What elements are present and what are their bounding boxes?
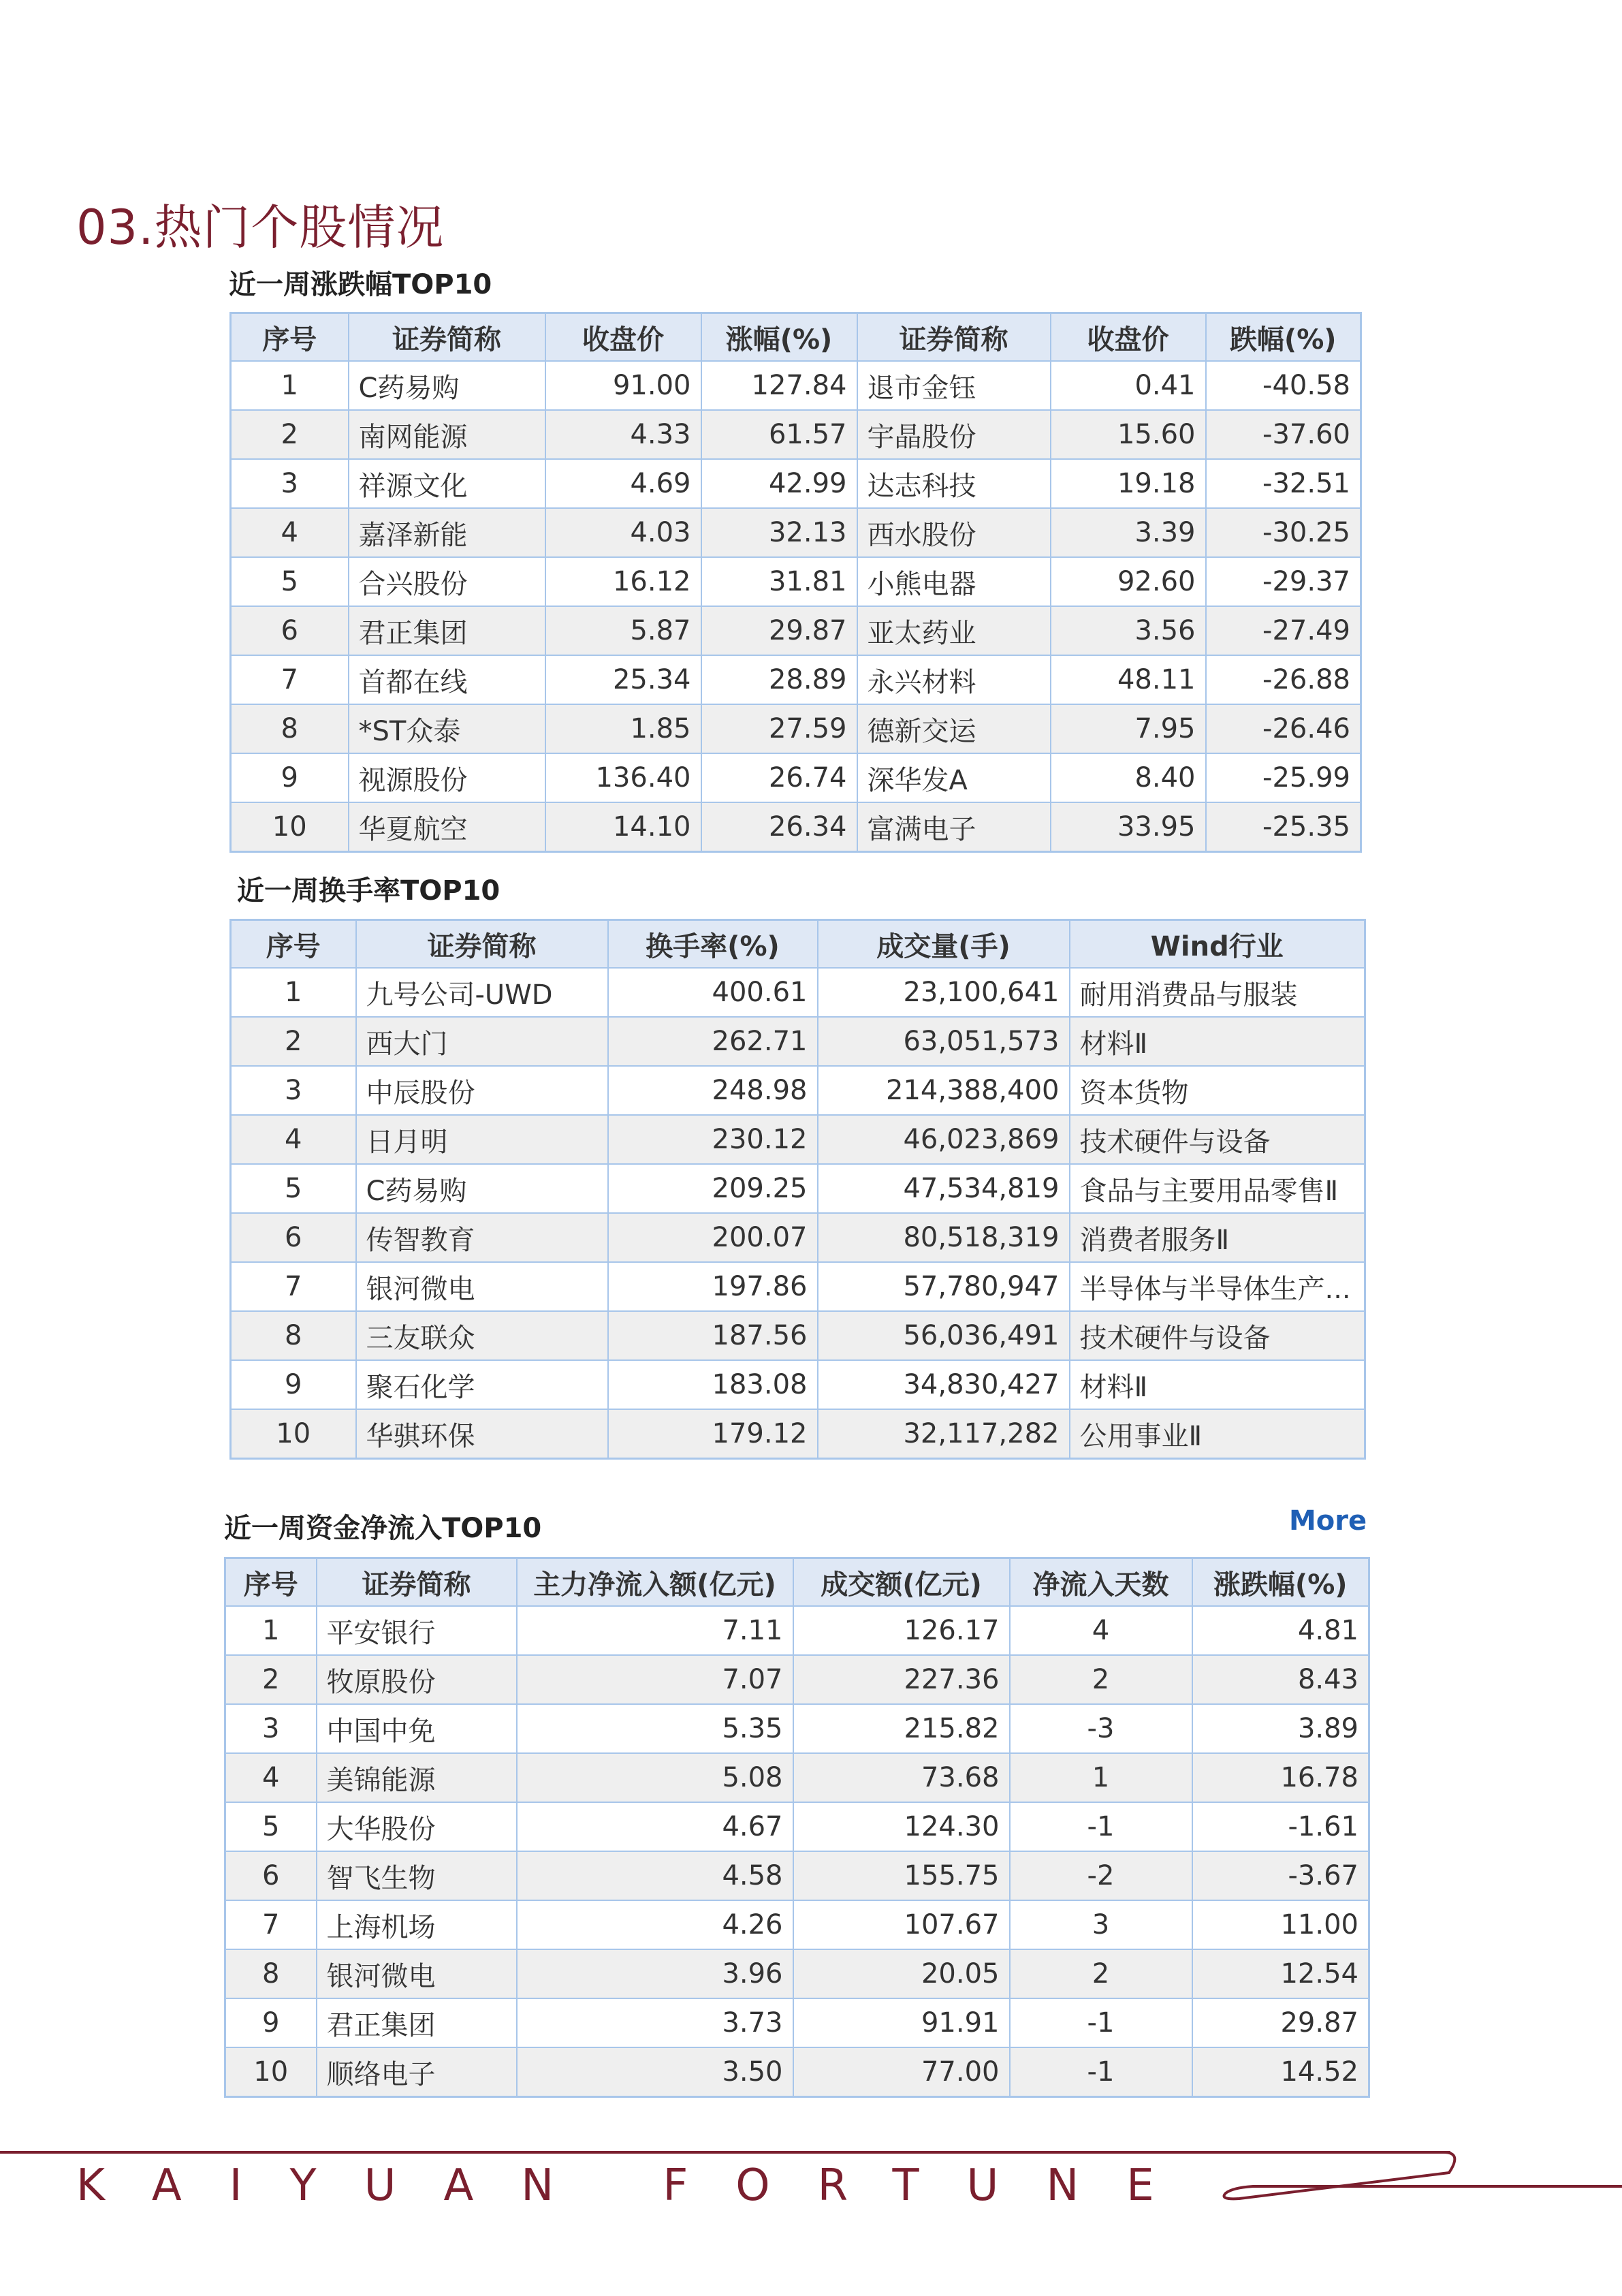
table-cell: -26.88 xyxy=(1206,655,1361,704)
table-row xyxy=(231,1213,1365,1262)
stock-name-link[interactable]: 富满电子 xyxy=(857,802,1051,852)
table-cell: 9 xyxy=(231,753,349,802)
table-cell: 材料Ⅱ xyxy=(1070,1360,1365,1409)
table-cell: 耐用消费品与服装 xyxy=(1070,968,1365,1017)
table-row xyxy=(231,1262,1365,1311)
table-cell: -27.49 xyxy=(1206,606,1361,655)
section-title-price-change: 近一周涨跌幅TOP10 xyxy=(229,269,492,300)
column-header: 收盘价 xyxy=(1051,313,1206,362)
table-cell: 3 xyxy=(231,1066,356,1115)
table-cell: -29.37 xyxy=(1206,557,1361,606)
table-cell: 48.11 xyxy=(1051,655,1206,704)
table-row xyxy=(231,1409,1365,1459)
table-row xyxy=(225,1802,1369,1851)
table-cell: -32.51 xyxy=(1206,459,1361,508)
column-header: 序号 xyxy=(225,1558,317,1607)
table-cell: 12.54 xyxy=(1192,1949,1369,1998)
table-cell: -40.58 xyxy=(1206,361,1361,410)
table-cell: 200.07 xyxy=(608,1213,818,1262)
stock-name-link[interactable]: 西大门 xyxy=(356,1017,608,1066)
table-cell: -30.25 xyxy=(1206,508,1361,557)
table-cell: 126.17 xyxy=(793,1606,1010,1655)
table-cell: 8 xyxy=(231,704,349,753)
table-cell: 3.96 xyxy=(517,1949,793,1998)
table-cell: 材料Ⅱ xyxy=(1070,1017,1365,1066)
table-row xyxy=(225,1753,1369,1802)
stock-name-link[interactable]: 西水股份 xyxy=(857,508,1051,557)
table-cell: 7 xyxy=(231,655,349,704)
table-cell: 42.99 xyxy=(701,459,857,508)
table-cell: 3 xyxy=(225,1704,317,1753)
table-cell: 技术硬件与设备 xyxy=(1070,1311,1365,1360)
table-cell: 214,388,400 xyxy=(818,1066,1070,1115)
table-cell: 10 xyxy=(231,1409,356,1459)
table-row xyxy=(231,1164,1365,1213)
stock-name-link[interactable]: 中辰股份 xyxy=(356,1066,608,1115)
column-header: Wind行业 xyxy=(1070,920,1365,969)
table-cell: 124.30 xyxy=(793,1802,1010,1851)
table-cell: 25.34 xyxy=(545,655,701,704)
stock-name-link[interactable]: 德新交运 xyxy=(857,704,1051,753)
table-cell: 6 xyxy=(231,606,349,655)
table-row xyxy=(231,1017,1365,1066)
column-header: 序号 xyxy=(231,920,356,969)
table-cell: 32,117,282 xyxy=(818,1409,1070,1459)
table-cell: 3 xyxy=(231,459,349,508)
table-cell: -1.61 xyxy=(1192,1802,1369,1851)
table-cell: 29.87 xyxy=(701,606,857,655)
table-cell: -26.46 xyxy=(1206,704,1361,753)
stock-name-link[interactable]: 日月明 xyxy=(356,1115,608,1164)
table-cell: 33.95 xyxy=(1051,802,1206,852)
column-header: 证券简称 xyxy=(356,920,608,969)
table-cell: -1 xyxy=(1010,1802,1192,1851)
footer-brand: KAIYUAN FORTUNE xyxy=(76,2160,1202,2211)
table-row xyxy=(225,2047,1369,2097)
table-cell: 8 xyxy=(225,1949,317,1998)
table-cell: 10 xyxy=(231,802,349,852)
table-cell: 16.12 xyxy=(545,557,701,606)
column-header: 涨幅(%) xyxy=(701,313,857,362)
table-row xyxy=(231,361,1361,410)
table-cell: 1 xyxy=(225,1606,317,1655)
stock-name-link[interactable]: C药易购 xyxy=(349,361,545,410)
stock-name-link[interactable]: 智飞生物 xyxy=(317,1851,517,1900)
stock-name-link[interactable]: 美锦能源 xyxy=(317,1753,517,1802)
table-cell: 187.56 xyxy=(608,1311,818,1360)
stock-name-link[interactable]: 首都在线 xyxy=(349,655,545,704)
table-cell: 5.08 xyxy=(517,1753,793,1802)
stock-name-link[interactable]: 银河微电 xyxy=(317,1949,517,1998)
table-cell: 197.86 xyxy=(608,1262,818,1311)
table-cell: 5 xyxy=(231,557,349,606)
stock-name-link[interactable]: 聚石化学 xyxy=(356,1360,608,1409)
column-header: 证券简称 xyxy=(349,313,545,362)
table-cell: 14.52 xyxy=(1192,2047,1369,2097)
table-cell: 400.61 xyxy=(608,968,818,1017)
column-header: 跌幅(%) xyxy=(1206,313,1361,362)
table-row xyxy=(225,1851,1369,1900)
table-cell: 8.43 xyxy=(1192,1655,1369,1704)
stock-name-link[interactable]: 深华发A xyxy=(857,753,1051,802)
table-row xyxy=(231,802,1361,852)
table-cell: 1 xyxy=(231,361,349,410)
table-cell: 5.87 xyxy=(545,606,701,655)
table-row xyxy=(231,1360,1365,1409)
table-cell: 消费者服务Ⅱ xyxy=(1070,1213,1365,1262)
table-cell: 91.91 xyxy=(793,1998,1010,2047)
table-row xyxy=(225,1606,1369,1655)
stock-name-link[interactable]: 亚太药业 xyxy=(857,606,1051,655)
table-cell: 92.60 xyxy=(1051,557,1206,606)
section-title-turnover: 近一周换手率TOP10 xyxy=(237,875,500,907)
table-row xyxy=(225,1900,1369,1949)
table-cell: 2 xyxy=(1010,1655,1192,1704)
table-cell: 11.00 xyxy=(1192,1900,1369,1949)
table-cell: 61.57 xyxy=(701,410,857,459)
table-cell: -37.60 xyxy=(1206,410,1361,459)
column-header: 收盘价 xyxy=(545,313,701,362)
stock-name-link[interactable]: 牧原股份 xyxy=(317,1655,517,1704)
column-header: 净流入天数 xyxy=(1010,1558,1192,1607)
footer-swoosh-icon xyxy=(1212,2145,1622,2207)
table-row xyxy=(231,968,1365,1017)
table-cell: 3 xyxy=(1010,1900,1192,1949)
stock-name-link[interactable]: 传智教育 xyxy=(356,1213,608,1262)
table-cell: 4 xyxy=(231,508,349,557)
stock-name-link[interactable]: 宇晶股份 xyxy=(857,410,1051,459)
table-cell: 155.75 xyxy=(793,1851,1010,1900)
table-cell: 136.40 xyxy=(545,753,701,802)
table-row xyxy=(231,606,1361,655)
table-cell: 技术硬件与设备 xyxy=(1070,1115,1365,1164)
table-cell: 4.58 xyxy=(517,1851,793,1900)
table-cell: 209.25 xyxy=(608,1164,818,1213)
table-row xyxy=(231,1066,1365,1115)
table-cell: -25.35 xyxy=(1206,802,1361,852)
table-row xyxy=(231,557,1361,606)
stock-name-link[interactable]: 永兴材料 xyxy=(857,655,1051,704)
table-cell: 7.07 xyxy=(517,1655,793,1704)
table-cell: -3.67 xyxy=(1192,1851,1369,1900)
more-link[interactable]: More xyxy=(1289,1505,1367,1537)
table-cell: 230.12 xyxy=(608,1115,818,1164)
stock-name-link[interactable]: 视源股份 xyxy=(349,753,545,802)
stock-name-link[interactable]: 三友联众 xyxy=(356,1311,608,1360)
net-inflow-table xyxy=(224,1557,1370,2098)
table-cell: 4.03 xyxy=(545,508,701,557)
table-row xyxy=(225,1949,1369,1998)
table-header-row xyxy=(231,920,1365,969)
table-cell: 4.26 xyxy=(517,1900,793,1949)
table-cell: 56,036,491 xyxy=(818,1311,1070,1360)
stock-name-link[interactable]: 九号公司-UWD xyxy=(356,968,608,1017)
page-title: 03.热门个股情况 xyxy=(76,200,445,255)
stock-name-link[interactable]: 上海机场 xyxy=(317,1900,517,1949)
stock-name-link[interactable]: *ST众泰 xyxy=(349,704,545,753)
table-cell: 3.39 xyxy=(1051,508,1206,557)
stock-name-link[interactable]: 退市金钰 xyxy=(857,361,1051,410)
table-cell: 215.82 xyxy=(793,1704,1010,1753)
column-header: 序号 xyxy=(231,313,349,362)
table-cell: 80,518,319 xyxy=(818,1213,1070,1262)
table-cell: 47,534,819 xyxy=(818,1164,1070,1213)
stock-name-link[interactable]: 达志科技 xyxy=(857,459,1051,508)
table-cell: 77.00 xyxy=(793,2047,1010,2097)
table-cell: 19.18 xyxy=(1051,459,1206,508)
table-cell: 4.33 xyxy=(545,410,701,459)
table-cell: -1 xyxy=(1010,2047,1192,2097)
table-cell: 资本货物 xyxy=(1070,1066,1365,1115)
table-cell: 26.74 xyxy=(701,753,857,802)
table-cell: 5 xyxy=(231,1164,356,1213)
table-cell: 20.05 xyxy=(793,1949,1010,1998)
table-cell: 262.71 xyxy=(608,1017,818,1066)
table-cell: 4.69 xyxy=(545,459,701,508)
table-cell: 7 xyxy=(225,1900,317,1949)
table-cell: 23,100,641 xyxy=(818,968,1070,1017)
table-cell: 73.68 xyxy=(793,1753,1010,1802)
stock-name-link[interactable]: 君正集团 xyxy=(349,606,545,655)
price-change-table xyxy=(229,312,1362,853)
table-cell: 9 xyxy=(225,1998,317,2047)
table-cell: 248.98 xyxy=(608,1066,818,1115)
table-row xyxy=(231,704,1361,753)
table-cell: 127.84 xyxy=(701,361,857,410)
table-cell: -2 xyxy=(1010,1851,1192,1900)
table-cell: 4 xyxy=(231,1115,356,1164)
table-cell: 0.41 xyxy=(1051,361,1206,410)
table-row xyxy=(225,1998,1369,2047)
table-cell: 5 xyxy=(225,1802,317,1851)
table-cell: -1 xyxy=(1010,1998,1192,2047)
table-cell: 91.00 xyxy=(545,361,701,410)
column-header: 换手率(%) xyxy=(608,920,818,969)
table-cell: 34,830,427 xyxy=(818,1360,1070,1409)
table-cell: 26.34 xyxy=(701,802,857,852)
table-cell: 28.89 xyxy=(701,655,857,704)
turnover-table xyxy=(229,919,1366,1460)
table-row xyxy=(231,1311,1365,1360)
stock-name-link[interactable]: 中国中免 xyxy=(317,1704,517,1753)
table-cell: 183.08 xyxy=(608,1360,818,1409)
section-title-net-inflow: 近一周资金净流入TOP10 xyxy=(224,1513,542,1544)
table-cell: 4 xyxy=(225,1753,317,1802)
table-cell: 8 xyxy=(231,1311,356,1360)
stock-name-link[interactable]: 大华股份 xyxy=(317,1802,517,1851)
table-header-row xyxy=(231,313,1361,362)
table-cell: 7.95 xyxy=(1051,704,1206,753)
stock-name-link[interactable]: 南网能源 xyxy=(349,410,545,459)
stock-name-link[interactable]: 君正集团 xyxy=(317,1998,517,2047)
table-cell: 16.78 xyxy=(1192,1753,1369,1802)
table-cell: 2 xyxy=(231,410,349,459)
table-row xyxy=(231,655,1361,704)
table-cell: 2 xyxy=(225,1655,317,1704)
stock-name-link[interactable]: 小熊电器 xyxy=(857,557,1051,606)
table-cell: 8.40 xyxy=(1051,753,1206,802)
table-cell: 63,051,573 xyxy=(818,1017,1070,1066)
table-cell: 15.60 xyxy=(1051,410,1206,459)
column-header: 主力净流入额(亿元) xyxy=(517,1558,793,1607)
column-header: 成交额(亿元) xyxy=(793,1558,1010,1607)
table-cell: 3.56 xyxy=(1051,606,1206,655)
table-cell: 9 xyxy=(231,1360,356,1409)
stock-name-link[interactable]: 顺络电子 xyxy=(317,2047,517,2097)
table-cell: 6 xyxy=(231,1213,356,1262)
table-row xyxy=(231,410,1361,459)
table-cell: 半导体与半导体生产... xyxy=(1070,1262,1365,1311)
table-cell: 3.73 xyxy=(517,1998,793,2047)
table-header-row xyxy=(225,1558,1369,1607)
table-cell: 3.50 xyxy=(517,2047,793,2097)
table-cell: 107.67 xyxy=(793,1900,1010,1949)
table-cell: 6 xyxy=(225,1851,317,1900)
table-cell: 3.89 xyxy=(1192,1704,1369,1753)
stock-name-link[interactable]: C药易购 xyxy=(356,1164,608,1213)
table-cell: 食品与主要用品零售Ⅱ xyxy=(1070,1164,1365,1213)
table-cell: 27.59 xyxy=(701,704,857,753)
table-cell: 公用事业Ⅱ xyxy=(1070,1409,1365,1459)
table-cell: 29.87 xyxy=(1192,1998,1369,2047)
column-header: 证券简称 xyxy=(317,1558,517,1607)
table-row xyxy=(231,1115,1365,1164)
stock-name-link[interactable]: 祥源文化 xyxy=(349,459,545,508)
table-cell: -3 xyxy=(1010,1704,1192,1753)
table-cell: 5.35 xyxy=(517,1704,793,1753)
stock-name-link[interactable]: 华骐环保 xyxy=(356,1409,608,1459)
table-cell: 4 xyxy=(1010,1606,1192,1655)
table-cell: 10 xyxy=(225,2047,317,2097)
table-row xyxy=(231,508,1361,557)
stock-name-link[interactable]: 华夏航空 xyxy=(349,802,545,852)
table-cell: 179.12 xyxy=(608,1409,818,1459)
column-header: 涨跌幅(%) xyxy=(1192,1558,1369,1607)
column-header: 成交量(手) xyxy=(818,920,1070,969)
table-cell: 1 xyxy=(231,968,356,1017)
table-cell: 2 xyxy=(1010,1949,1192,1998)
table-cell: 57,780,947 xyxy=(818,1262,1070,1311)
stock-name-link[interactable]: 银河微电 xyxy=(356,1262,608,1311)
stock-name-link[interactable]: 平安银行 xyxy=(317,1606,517,1655)
table-cell: 32.13 xyxy=(701,508,857,557)
table-cell: -25.99 xyxy=(1206,753,1361,802)
table-cell: 1.85 xyxy=(545,704,701,753)
table-cell: 1 xyxy=(1010,1753,1192,1802)
table-cell: 7.11 xyxy=(517,1606,793,1655)
table-cell: 7 xyxy=(231,1262,356,1311)
table-cell: 4.81 xyxy=(1192,1606,1369,1655)
stock-name-link[interactable]: 合兴股份 xyxy=(349,557,545,606)
table-cell: 2 xyxy=(231,1017,356,1066)
column-header: 证券简称 xyxy=(857,313,1051,362)
stock-name-link[interactable]: 嘉泽新能 xyxy=(349,508,545,557)
table-row xyxy=(231,459,1361,508)
table-cell: 227.36 xyxy=(793,1655,1010,1704)
table-cell: 4.67 xyxy=(517,1802,793,1851)
table-row xyxy=(225,1704,1369,1753)
table-row xyxy=(231,753,1361,802)
table-cell: 31.81 xyxy=(701,557,857,606)
table-cell: 46,023,869 xyxy=(818,1115,1070,1164)
table-cell: 14.10 xyxy=(545,802,701,852)
table-row xyxy=(225,1655,1369,1704)
